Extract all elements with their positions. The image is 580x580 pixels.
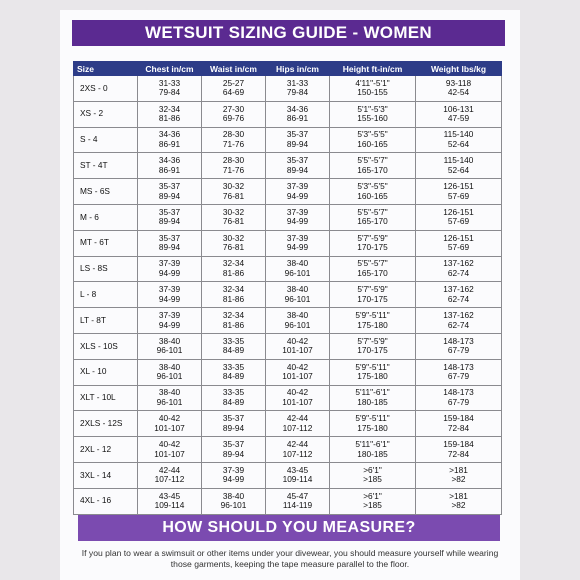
hips-cell: 35-37 89-94: [266, 127, 330, 153]
weight-cell: 93-118 42-54: [416, 76, 502, 102]
table-row: [74, 204, 502, 230]
measure-instructions: If you plan to wear a swimsuit or other items under your divewear, you should measure yourself while wearing those garments, keeping the tape measure parallel to the floor.: [81, 548, 499, 569]
height-cell: 5'3"-5'5" 160-165: [330, 179, 416, 205]
weight-cell: 126-151 57-69: [416, 204, 502, 230]
size-cell: 2XL - 12: [74, 437, 138, 463]
page-title: WETSUIT SIZING GUIDE - WOMEN: [72, 20, 505, 46]
measure-heading: HOW SHOULD YOU MEASURE?: [78, 515, 500, 541]
waist-cell: 30-32 76-81: [202, 179, 266, 205]
hips-cell: 37-39 94-99: [266, 230, 330, 256]
height-cell: 4'11"-5'1" 150-155: [330, 76, 416, 102]
table-row: [74, 437, 502, 463]
table-row: [74, 462, 502, 488]
hips-cell: 40-42 101-107: [266, 359, 330, 385]
weight-cell: 115-140 52-64: [416, 153, 502, 179]
weight-cell: 126-151 57-69: [416, 230, 502, 256]
chest-cell: 35-37 89-94: [138, 179, 202, 205]
chest-cell: 32-34 81-86: [138, 101, 202, 127]
weight-cell: 148-173 67-79: [416, 385, 502, 411]
column-header-hips: Hips in/cm: [266, 62, 330, 76]
table-row: [74, 411, 502, 437]
weight-cell: 137-162 62-74: [416, 308, 502, 334]
column-header-chest: Chest in/cm: [138, 62, 202, 76]
hips-cell: 42-44 107-112: [266, 411, 330, 437]
chest-cell: 42-44 107-112: [138, 462, 202, 488]
hips-cell: 35-37 89-94: [266, 153, 330, 179]
table-row: [74, 76, 502, 102]
column-header-height: Height ft-in/cm: [330, 62, 416, 76]
waist-cell: 37-39 94-99: [202, 462, 266, 488]
table-row: [74, 256, 502, 282]
height-cell: 5'3"-5'5" 160-165: [330, 127, 416, 153]
waist-cell: 30-32 76-81: [202, 204, 266, 230]
height-cell: 5'9"-5'11" 175-180: [330, 359, 416, 385]
hips-cell: 38-40 96-101: [266, 282, 330, 308]
table-header-row: [74, 62, 502, 76]
height-cell: 5'9"-5'11" 175-180: [330, 411, 416, 437]
column-header-waist: Waist in/cm: [202, 62, 266, 76]
waist-cell: 30-32 76-81: [202, 230, 266, 256]
height-cell: 5'1"-5'3" 155-160: [330, 101, 416, 127]
height-cell: 5'11"-6'1" 180-185: [330, 437, 416, 463]
waist-cell: 33-35 84-89: [202, 333, 266, 359]
waist-cell: 27-30 69-76: [202, 101, 266, 127]
weight-cell: 159-184 72-84: [416, 437, 502, 463]
size-cell: 2XLS - 12S: [74, 411, 138, 437]
chest-cell: 40-42 101-107: [138, 437, 202, 463]
waist-cell: 28-30 71-76: [202, 127, 266, 153]
chest-cell: 37-39 94-99: [138, 308, 202, 334]
table-row: [74, 179, 502, 205]
hips-cell: 43-45 109-114: [266, 462, 330, 488]
weight-cell: >181 >82: [416, 462, 502, 488]
size-cell: XLS - 10S: [74, 333, 138, 359]
column-header-size: Size: [74, 62, 138, 76]
weight-cell: 137-162 62-74: [416, 282, 502, 308]
hips-cell: 38-40 96-101: [266, 256, 330, 282]
table-row: [74, 359, 502, 385]
hips-cell: 42-44 107-112: [266, 437, 330, 463]
height-cell: 5'11"-6'1" 180-185: [330, 385, 416, 411]
size-cell: LT - 8T: [74, 308, 138, 334]
waist-cell: 32-34 81-86: [202, 308, 266, 334]
table-row: [74, 333, 502, 359]
height-cell: >6'1" >185: [330, 462, 416, 488]
weight-cell: 148-173 67-79: [416, 333, 502, 359]
waist-cell: 35-37 89-94: [202, 411, 266, 437]
hips-cell: 38-40 96-101: [266, 308, 330, 334]
size-cell: 4XL - 16: [74, 488, 138, 514]
waist-cell: 25-27 64-69: [202, 76, 266, 102]
chest-cell: 40-42 101-107: [138, 411, 202, 437]
hips-cell: 31-33 79-84: [266, 76, 330, 102]
size-cell: M - 6: [74, 204, 138, 230]
size-cell: S - 4: [74, 127, 138, 153]
size-cell: 3XL - 14: [74, 462, 138, 488]
height-cell: 5'7"-5'9" 170-175: [330, 230, 416, 256]
size-cell: XS - 2: [74, 101, 138, 127]
size-cell: 2XS - 0: [74, 76, 138, 102]
table-row: [74, 308, 502, 334]
waist-cell: 32-34 81-86: [202, 282, 266, 308]
weight-cell: 115-140 52-64: [416, 127, 502, 153]
hips-cell: 40-42 101-107: [266, 333, 330, 359]
table-row: [74, 101, 502, 127]
hips-cell: 40-42 101-107: [266, 385, 330, 411]
chest-cell: 37-39 94-99: [138, 282, 202, 308]
size-cell: MS - 6S: [74, 179, 138, 205]
weight-cell: >181 >82: [416, 488, 502, 514]
size-cell: MT - 6T: [74, 230, 138, 256]
table-row: [74, 282, 502, 308]
size-cell: ST - 4T: [74, 153, 138, 179]
waist-cell: 35-37 89-94: [202, 437, 266, 463]
chest-cell: 35-37 89-94: [138, 230, 202, 256]
weight-cell: 148-173 67-79: [416, 359, 502, 385]
table-row: [74, 230, 502, 256]
waist-cell: 32-34 81-86: [202, 256, 266, 282]
size-cell: XL - 10: [74, 359, 138, 385]
column-header-weight: Weight lbs/kg: [416, 62, 502, 76]
sizing-table: [73, 61, 502, 515]
height-cell: 5'5"-5'7" 165-170: [330, 256, 416, 282]
hips-cell: 37-39 94-99: [266, 179, 330, 205]
hips-cell: 37-39 94-99: [266, 204, 330, 230]
chest-cell: 43-45 109-114: [138, 488, 202, 514]
weight-cell: 159-184 72-84: [416, 411, 502, 437]
table-row: [74, 488, 502, 514]
chest-cell: 34-36 86-91: [138, 127, 202, 153]
table-row: [74, 153, 502, 179]
height-cell: 5'7"-5'9" 170-175: [330, 282, 416, 308]
height-cell: 5'5"-5'7" 165-170: [330, 204, 416, 230]
waist-cell: 33-35 84-89: [202, 385, 266, 411]
chest-cell: 31-33 79-84: [138, 76, 202, 102]
size-cell: L - 8: [74, 282, 138, 308]
weight-cell: 137-162 62-74: [416, 256, 502, 282]
chest-cell: 37-39 94-99: [138, 256, 202, 282]
waist-cell: 38-40 96-101: [202, 488, 266, 514]
height-cell: 5'7"-5'9" 170-175: [330, 333, 416, 359]
weight-cell: 106-131 47-59: [416, 101, 502, 127]
height-cell: >6'1" >185: [330, 488, 416, 514]
chest-cell: 38-40 96-101: [138, 385, 202, 411]
chest-cell: 34-36 86-91: [138, 153, 202, 179]
table-row: [74, 385, 502, 411]
waist-cell: 33-35 84-89: [202, 359, 266, 385]
hips-cell: 34-36 86-91: [266, 101, 330, 127]
weight-cell: 126-151 57-69: [416, 179, 502, 205]
chest-cell: 38-40 96-101: [138, 359, 202, 385]
chest-cell: 38-40 96-101: [138, 333, 202, 359]
hips-cell: 45-47 114-119: [266, 488, 330, 514]
table-row: [74, 127, 502, 153]
size-cell: LS - 8S: [74, 256, 138, 282]
height-cell: 5'9"-5'11" 175-180: [330, 308, 416, 334]
size-cell: XLT - 10L: [74, 385, 138, 411]
chest-cell: 35-37 89-94: [138, 204, 202, 230]
height-cell: 5'5"-5'7" 165-170: [330, 153, 416, 179]
waist-cell: 28-30 71-76: [202, 153, 266, 179]
